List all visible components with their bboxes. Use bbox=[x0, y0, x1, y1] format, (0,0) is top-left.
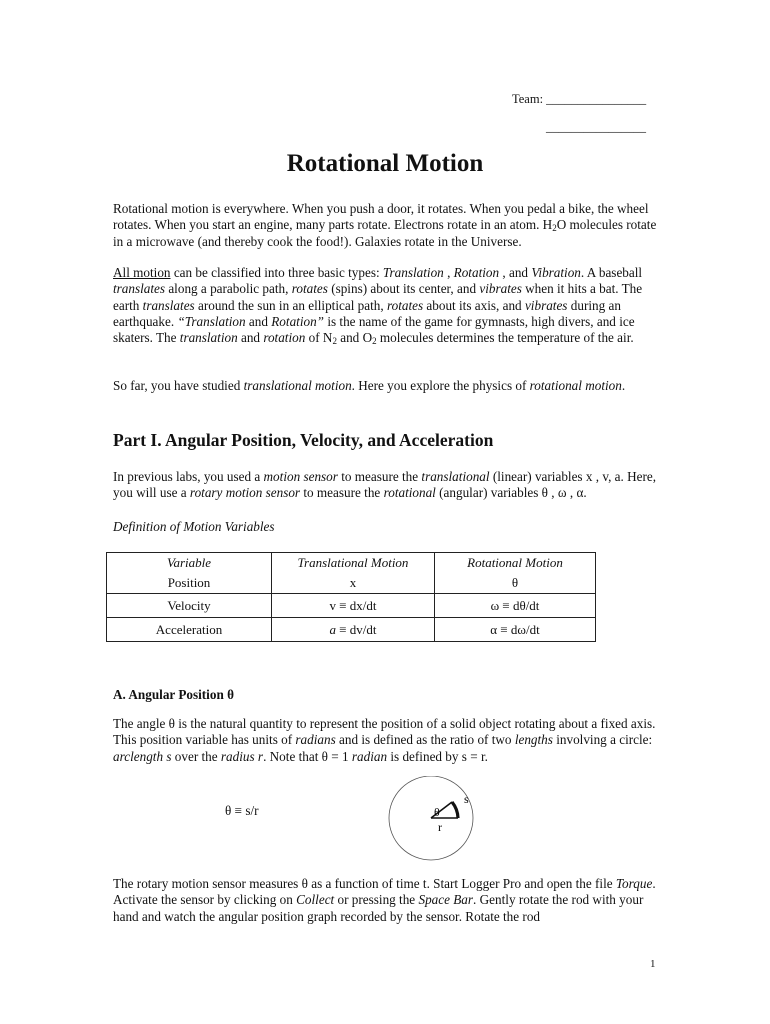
arc-length-arc bbox=[452, 802, 458, 818]
table-header-cell: Translational Motion bbox=[272, 553, 435, 574]
angle-definition-equation: θ ≡ s/r bbox=[225, 803, 259, 818]
table-row bbox=[107, 594, 596, 618]
section-a-paragraph-1: The angle θ is the natural quantity to represent the position of a solid object rotating about a fixed axis. This position variable has units of radians and is defined as the ratio of two lengths involving a circle: arclength s over the radius r. Note that θ = 1 radian is defined by s = r. bbox=[113, 716, 656, 764]
intro-paragraph-3: So far, you have studied translational motion. Here you explore the physics of rotational motion. bbox=[113, 378, 626, 393]
table-cell: x bbox=[272, 573, 435, 594]
table-cell: α ≡ dω/dt bbox=[435, 618, 596, 642]
arc-label-s: s bbox=[464, 792, 469, 806]
team-blank-line: ________________ bbox=[546, 120, 646, 134]
table-header-cell: Variable bbox=[107, 553, 272, 574]
angle-label-theta: θ bbox=[434, 805, 440, 819]
page-number: 1 bbox=[650, 958, 656, 970]
table-header-cell: Rotational Motion bbox=[435, 553, 596, 574]
table-cell: Position bbox=[107, 573, 272, 594]
table-cell: ω ≡ dθ/dt bbox=[435, 594, 596, 618]
radian-circle-diagram bbox=[376, 776, 486, 866]
section-a-paragraph-2: The rotary motion sensor measures θ as a function of time t. Start Logger Pro and open the file Torque. Activate the sensor by clicking on Collect or pressing the Space Bar. Gently rotate the rod with your hand and watch the angular position graph recorded by the sensor. Rotate the rod bbox=[113, 876, 656, 924]
table-cell: v ≡ dx/dt bbox=[272, 594, 435, 618]
team-label: Team: ________________ bbox=[512, 92, 647, 106]
table-row bbox=[107, 618, 596, 642]
table-row bbox=[107, 573, 596, 594]
page-title: Rotational Motion bbox=[286, 150, 484, 177]
section-a-heading: A. Angular Position θ bbox=[113, 687, 234, 702]
table-cell: θ bbox=[435, 573, 596, 594]
table-cell: Velocity bbox=[107, 594, 272, 618]
intro-paragraph-1: Rotational motion is everywhere. When you push a door, it rotates. When you pedal a bike, the wheel rotates. When you start an engine, many parts rotate. Electrons rotate in an atom. $H_2O$ molecules rotate in a microwave (and thereby cook the food!). Galaxies rotate in the Universe. bbox=[113, 201, 657, 249]
motion-variables-table bbox=[106, 552, 596, 642]
intro-paragraph-2: All motion can be classified into three basic types: Translation , Rotation , and Vibration. A baseball translates along a parabolic path, rotates (spins) about its center, and vibrates when it hits a bat. The earth translates around the sun in an elliptical path, rotates about its axis, and vibrates during an earthquake. “Translation and Rotation” is the name of the game for gymnasts, high divers, and ice skaters. The translation and rotation of $N_2$ and $O_2$ molecules determines the temperature of the air. bbox=[113, 265, 643, 347]
table-cell: Acceleration bbox=[107, 618, 272, 642]
radius-label-r: r bbox=[438, 820, 442, 834]
part1-paragraph: In previous labs, you used a motion sensor to measure the translational (linear) variables x , v, a. Here, you will use a rotary motion sensor to measure the rotational (angular) variables θ , ω , α. bbox=[113, 469, 657, 501]
table-cell: a ≡ dv/dt bbox=[272, 618, 435, 642]
part1-heading: Part I. Angular Position, Velocity, and Acceleration bbox=[113, 430, 494, 450]
table-header-row bbox=[107, 553, 596, 574]
table-caption: Definition of Motion Variables bbox=[113, 519, 275, 534]
